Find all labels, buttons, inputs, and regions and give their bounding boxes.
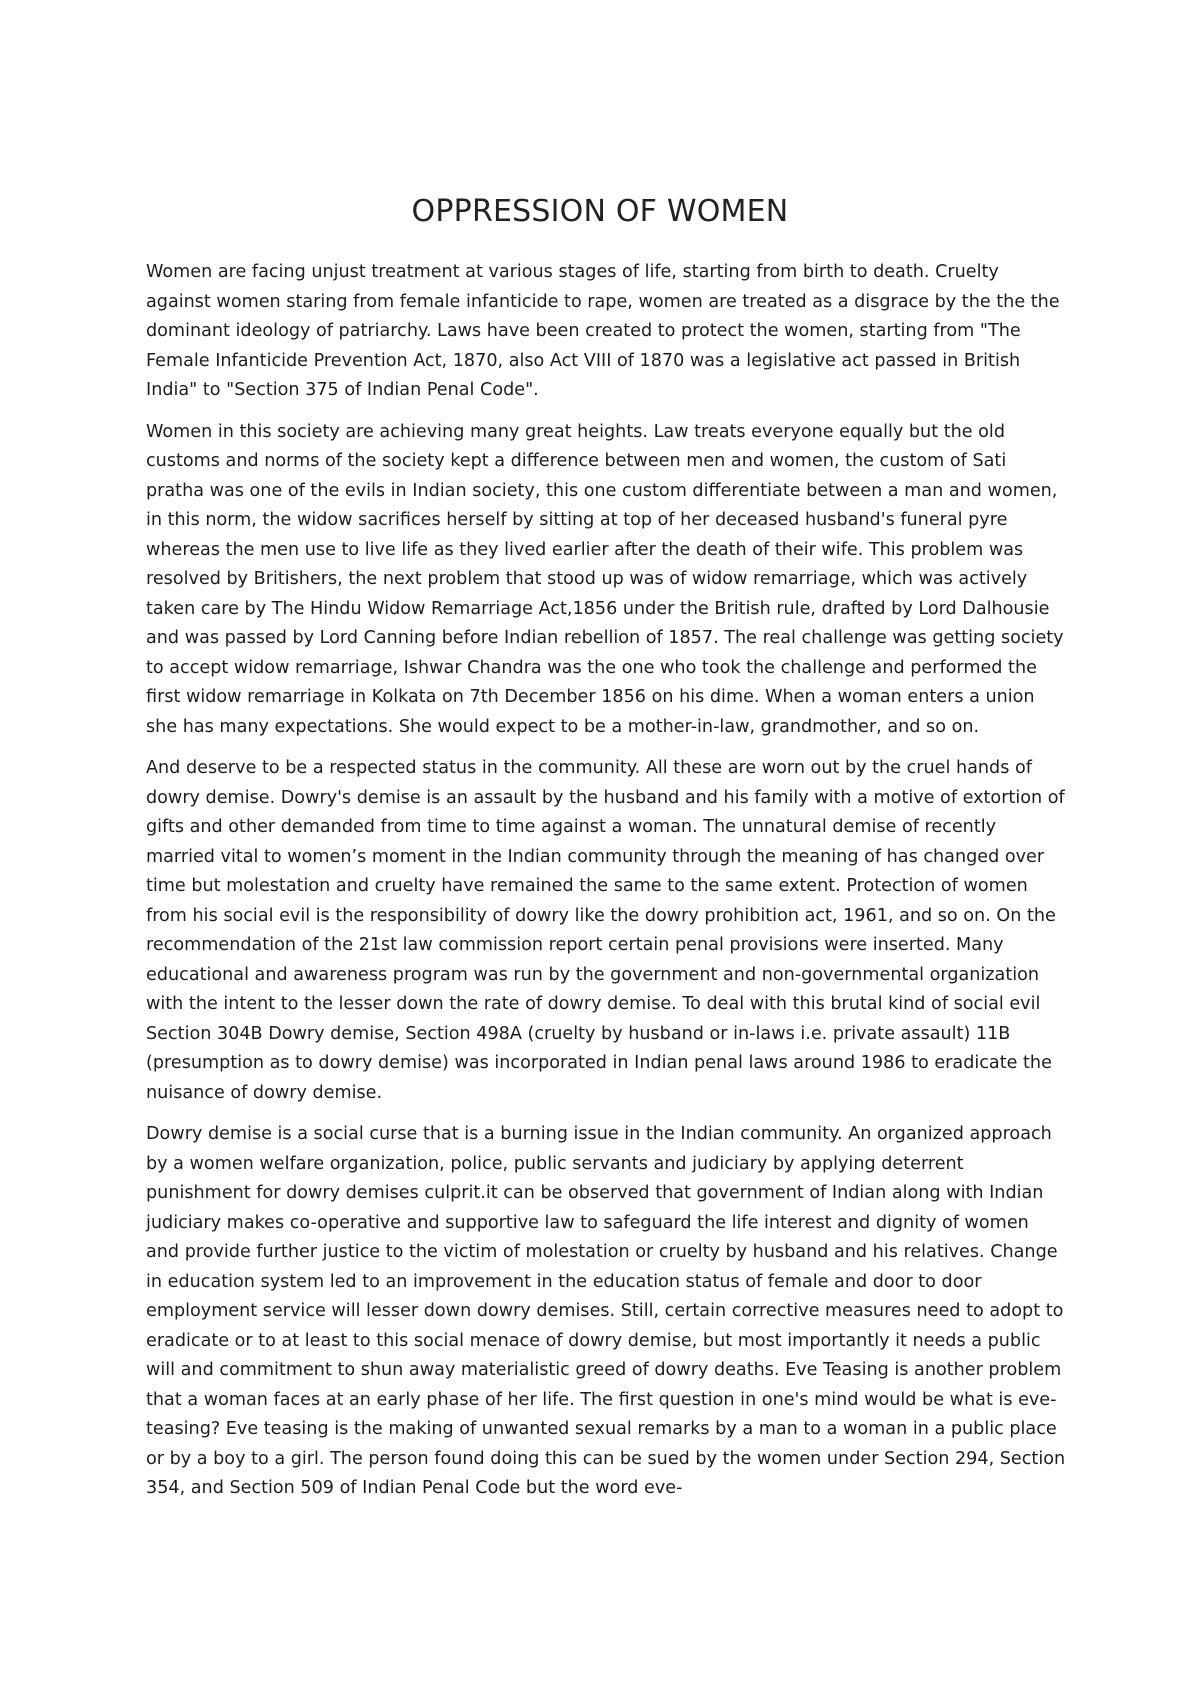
paragraph-1: Women are facing unjust treatment at various stages of life, starting from birth to death. Cruelty against women staring from female infanticide to rape, women are treated as a disgrace by the the the dominant ideology of patriarchy. Laws have been created to protect the women, starting from "The Female Infanticide Prevention Act, 1870, also Act VIII of 1870 was a legislative act passed in British India" to "Section 375 of Indian Penal Code". [146,262,1060,400]
document-title: OPPRESSION OF WOMEN [411,194,789,229]
paragraph-3: And deserve to be a respected status in the community. All these are worn out by the cruel hands of dowry demise. Dowry's demise is an assault by the husband and his family with a motive of extortion of gifts and other demanded from time to time against a woman. The unnatural demise of recently married vital to women’s moment in the Indian community through the meaning of has changed over time but molestation and cruelty have remained the same to the same extent. Protection of women from his social evil is the responsibility of dowry like the dowry prohibition act, 1961, and so on. On the recommendation of the 21st law commission report certain penal provisions were inserted. Many educational and awareness program was run by the government and non-governmental organization with the intent to the lesser down the rate of dowry demise. To deal with this brutal kind of social evil Section 304B Dowry demise, Section 498A (cruelty by husband or in-laws i.e. private assault) 11B (presumption as to dowry demise) was incorporated in Indian penal laws around 1986 to eradicate the nuisance of dowry demise. [146,758,1065,1103]
document-body [146,258,1066,1516]
paragraph-2: Women in this society are achieving many great heights. Law treats everyone equally but the old customs and norms of the society kept a difference between men and women, the custom of Sati pratha was one of the evils in Indian society, this one custom differentiate between a man and women, in this norm, the widow sacrifices herself by sitting at top of her deceased husband's funeral pyre whereas the men use to live life as they lived earlier after the death of their wife. This problem was resolved by Britishers, the next problem that stood up was of widow remarriage, which was actively taken care by The Hindu Widow Remarriage Act,1856 under the British rule, drafted by Lord Dalhousie and was passed by Lord Canning before Indian rebellion of 1857. The real challenge was getting society to accept widow remarriage, Ishwar Chandra was the one who took the challenge and performed the first widow remarriage in Kolkata on 7th December 1856 on his dime. When a woman enters a union she has many expectations. She would expect to be a mother-in-law, grandmother, and so on. [146,421,1064,737]
paragraph-4: Dowry demise is a social curse that is a burning issue in the Indian community. An organized approach by a women welfare organization, police, public servants and judiciary by applying deterrent punishment for dowry demises culprit.it can be observed that government of Indian along with Indian judiciary makes co-operative and supportive law to safeguard the life interest and dignity of women and provide further justice to the victim of molestation or cruelty by husband and his relatives. Change in education system led to an improvement in the education status of female and door to door employment service will lesser down dowry demises. Still, certain corrective measures need to adopt to eradicate or to at least to this social menace of dowry demise, but most importantly it needs a public will and commitment to shun away materialistic greed of dowry deaths. Eve Teasing is another problem that a woman faces at an early phase of her life. The first question in one's mind would be what is eve-teasing? Eve teasing is the making of unwanted sexual remarks by a man to a woman in a public place or by a boy to a girl. The person found doing this can be sued by the women under Section 294, Section 354, and Section 509 of Indian Penal Code but the word eve- [146,1124,1066,1498]
